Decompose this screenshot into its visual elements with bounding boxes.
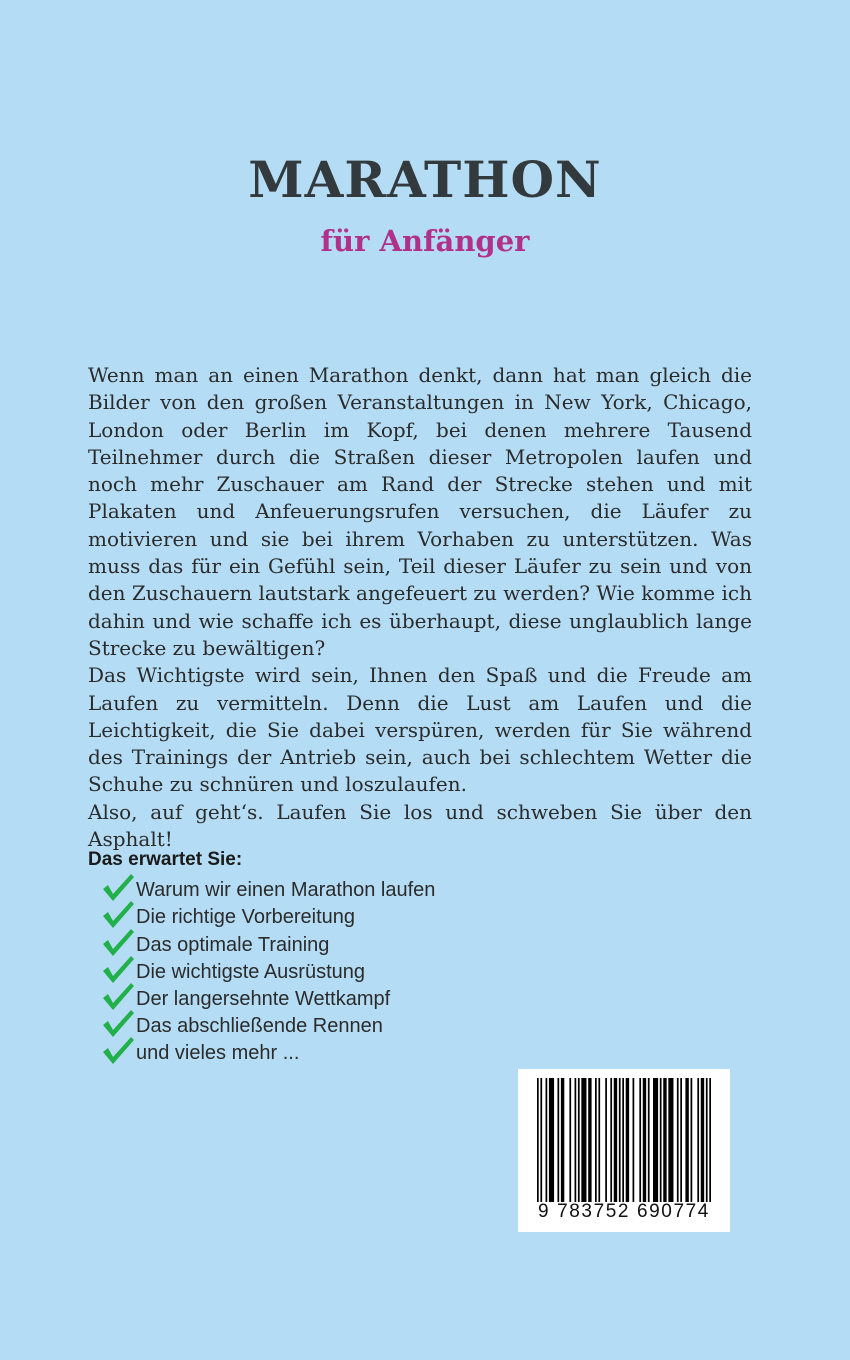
list-item xyxy=(100,984,435,1011)
feature-label: Der langersehnte Wettkampf xyxy=(136,987,391,1010)
barcode-bar xyxy=(614,1078,617,1202)
feature-label: Das abschließende Rennen xyxy=(136,1015,383,1038)
barcode-bar xyxy=(588,1078,591,1202)
barcode-bar xyxy=(557,1078,559,1202)
list-item xyxy=(100,875,435,902)
list-item xyxy=(100,1011,435,1038)
barcode-bar xyxy=(561,1078,564,1202)
barcode-bar xyxy=(648,1078,650,1202)
barcode-bar xyxy=(639,1078,641,1202)
barcode-bar xyxy=(668,1078,673,1202)
feature-label: Die richtige Vorbereitung xyxy=(136,906,356,929)
barcode-bar xyxy=(706,1078,708,1202)
barcode-bar xyxy=(578,1078,580,1202)
check-mark-icon xyxy=(100,954,136,984)
barcode-bar xyxy=(633,1078,635,1202)
barcode-bar xyxy=(677,1078,679,1202)
barcode-bar xyxy=(697,1078,699,1202)
check-mark-icon xyxy=(100,927,136,957)
list-item xyxy=(100,1038,435,1065)
blurb-text xyxy=(88,362,752,853)
barcode-bar xyxy=(680,1078,682,1202)
barcode-bar xyxy=(546,1078,548,1202)
barcode-bar xyxy=(569,1078,571,1202)
isbn-number: 9 783752 690774 xyxy=(538,1201,710,1222)
blurb-paragraph: Also, auf geht‘s. Laufen Sie los und schweben Sie über den Asphalt! xyxy=(88,799,752,852)
barcode-bar xyxy=(622,1078,624,1202)
barcode-bar xyxy=(643,1078,646,1202)
barcode-bar xyxy=(660,1078,662,1202)
barcode-bar xyxy=(691,1078,693,1202)
check-mark-icon xyxy=(100,872,136,902)
check-mark-icon xyxy=(100,1035,136,1065)
check-mark-icon xyxy=(100,1008,136,1038)
barcode-bar xyxy=(581,1078,586,1202)
barcode-bar xyxy=(709,1078,711,1202)
list-item xyxy=(100,957,435,984)
check-mark-icon xyxy=(100,981,136,1011)
barcode-bar xyxy=(653,1078,658,1202)
barcode-bar xyxy=(595,1078,597,1202)
feature-label: Warum wir einen Marathon laufen xyxy=(136,879,436,902)
barcode-bar xyxy=(575,1078,577,1202)
features-list xyxy=(100,875,435,1065)
barcode-bar xyxy=(537,1078,539,1202)
list-item xyxy=(100,929,435,956)
feature-label: und vieles mehr ... xyxy=(136,1042,300,1065)
barcode-bar xyxy=(549,1078,554,1202)
barcode-bar xyxy=(701,1078,704,1202)
barcode-bar xyxy=(605,1078,607,1202)
barcode-bar xyxy=(685,1078,688,1202)
list-item xyxy=(100,902,435,929)
feature-label: Die wichtigste Ausrüstung xyxy=(136,960,366,983)
book-subtitle: für Anfänger xyxy=(320,224,530,258)
blurb-paragraph: Wenn man an einen Marathon denkt, dann hat man gleich die Bilder von den großen Veranstaltungen in New York, Chicago, London oder Berlin im Kopf, bei denen mehrere Tausend Teilnehmer durch die Straßen dieser Metropolen laufen und noch mehr Zuschauer am Rand der Strecke stehen und mit Plakaten und Anfeuerungsrufen versuchen, die Läufer zu motivieren und sie bei ihrem Vorhaben zu unterstützen. Was muss das für ein Gefühl sein, Teil dieser Läufer zu sein und von den Zuschauern lautstark angefeuert zu werden? Wie komme ich dahin und wie schaffe ich es überhaupt, diese unglaublich lange Strecke zu bewältigen? xyxy=(88,363,752,660)
barcode-bars xyxy=(537,1078,711,1202)
barcode-bar xyxy=(540,1078,542,1202)
check-mark-icon xyxy=(100,899,136,929)
isbn-barcode xyxy=(518,1069,730,1232)
barcode-bar xyxy=(619,1078,621,1202)
book-title: MARATHON xyxy=(248,150,602,209)
barcode-bar xyxy=(598,1078,600,1202)
barcode-bar xyxy=(610,1078,612,1202)
features-heading: Das erwartet Sie: xyxy=(88,849,243,870)
feature-label: Das optimale Training xyxy=(136,933,330,956)
blurb-paragraph: Das Wichtigste wird sein, Ihnen den Spaß und die Freude am Laufen zu vermitteln. Denn die Lust am Laufen und die Leichtigkeit, die Sie dabei verspüren, werden für Sie während des Trainings der Antrieb sein, auch bei schlechtem Wetter die Schuhe zu schnüren und loszulaufen. xyxy=(88,663,752,797)
barcode-bar xyxy=(663,1078,666,1202)
barcode-bar xyxy=(626,1078,629,1202)
